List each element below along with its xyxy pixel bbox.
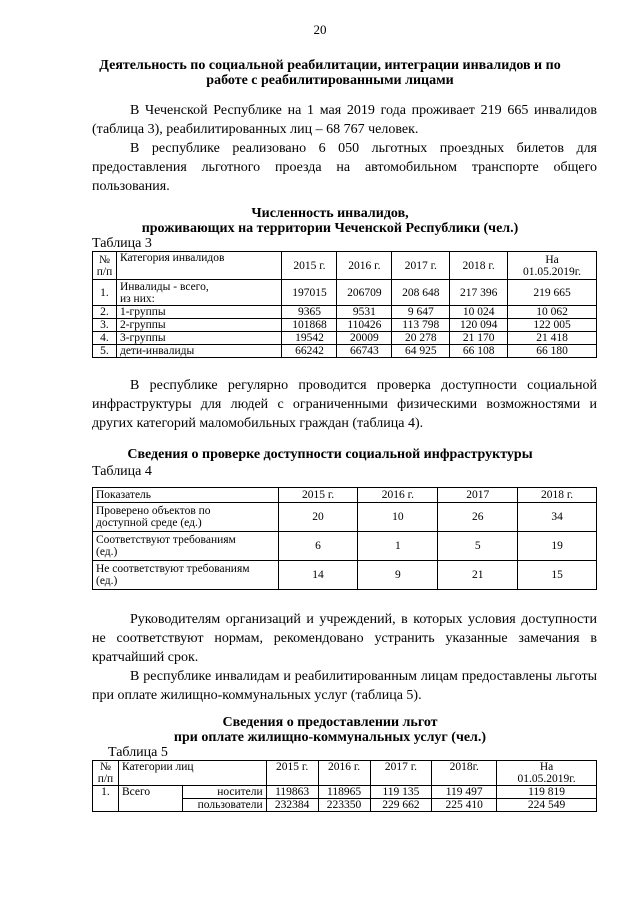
table5-group: Всего <box>118 786 182 812</box>
intro-paragraph-2: В республике реализовано 6 050 льготных проездных билетов для предоставления льготного проезда на автомобильном транспорте общего пользования. <box>92 141 597 194</box>
table-row: 4. 3-группы 19542 20009 20 278 21 170 21 418 <box>93 332 597 345</box>
table-row: 2. 1-группы 9365 9531 9 647 10 024 10 062 <box>93 306 597 319</box>
mid-paragraph: В республике регулярно проводится проверка доступности социальной инфраструктуры для людей с ограниченными физическими возможностями и других категорий маломобильных граждан (таблица 4). <box>92 378 597 431</box>
after-paragraph-1: Руководителям организаций и учреждений, в которых условия доступности не соответствуют нормам, рекомендовано устранить указанные замечания в кратчайший срок. <box>92 612 597 665</box>
page-number: 20 <box>313 22 327 37</box>
table4-head-2016: 2016 г. <box>358 488 438 503</box>
table4-head-2017: 2017 <box>438 488 518 503</box>
after-paragraph-2: В республике инвалидам и реабилитированным лицам предоставлены льготы при оплате жилищно-коммунальных услуг (таблица 5). <box>92 669 597 703</box>
section-title-line2: работе с реабилитированными лицами <box>206 73 454 88</box>
table3-head-2018: 2018 г. <box>450 252 508 280</box>
table5-head-2018: 2018г. <box>432 761 497 786</box>
table3-header-row <box>93 252 597 280</box>
table5-title-line2: при оплате жилищно-коммунальных услуг (чел.) <box>173 730 487 745</box>
table4 <box>92 487 597 590</box>
table5-head-2015: 2015 г. <box>266 761 318 786</box>
table5-head-num: № п/п <box>93 761 119 786</box>
table3-title-line2: проживающих на территории Чеченской Республики (чел.) <box>141 221 519 236</box>
table5-head-2017: 2017 г. <box>370 761 432 786</box>
table4-header-row <box>93 488 597 503</box>
table3-caption: Таблица 3 <box>92 236 152 251</box>
table5-title-line1: Сведения о предоставлении льгот <box>222 715 438 730</box>
table3-head-2016: 2016 г. <box>337 252 392 280</box>
table-row: 3. 2-группы 101868 110426 113 798 120 094 122 005 <box>93 319 597 332</box>
table5-head-2016: 2016 г. <box>318 761 370 786</box>
table5-num: 1. <box>93 786 119 812</box>
table3-head-2017: 2017 г. <box>392 252 450 280</box>
table3-head-category: Категория инвалидов <box>116 252 282 280</box>
table3-head-date: На 01.05.2019г. <box>508 252 597 280</box>
table3-head-2015: 2015 г. <box>282 252 337 280</box>
table5 <box>92 760 597 812</box>
table4-caption: Таблица 4 <box>92 464 152 479</box>
table3 <box>92 251 597 358</box>
table3-head-num: № п/п <box>93 252 117 280</box>
table3-title-line1: Численность инвалидов, <box>251 206 409 221</box>
table-row: 5. дети-инвалиды 66242 66743 64 925 66 108 66 180 <box>93 345 597 358</box>
table-row: Не соответствуют требованиям (ед.) 14 9 21 15 <box>93 561 597 590</box>
table4-head-indicator: Показатель <box>93 488 279 503</box>
table5-title <box>80 715 580 745</box>
table4-head-2015: 2015 г. <box>278 488 358 503</box>
table4-head-2018: 2018 г. <box>518 488 597 503</box>
table5-header-row <box>93 761 597 786</box>
table5-head-category: Категории лиц <box>118 761 266 786</box>
table5-head-date: На 01.05.2019г. <box>497 761 597 786</box>
section-title <box>80 58 580 88</box>
table5-caption: Таблица 5 <box>108 745 168 760</box>
table-row: пользователи 232384 223350 229 662 225 410 224 549 <box>93 799 597 812</box>
table-row: 1. Инвалиды - всего, из них: 197015 206709 208 648 217 396 219 665 <box>93 280 597 306</box>
table3-title <box>80 206 580 236</box>
section-title-line1: Деятельность по социальной реабилитации, интеграции инвалидов и по <box>99 58 561 73</box>
intro-paragraph-1: В Чеченской Республике на 1 мая 2019 года проживает 219 665 инвалидов (таблица 3), реабилитированных лиц – 68 767 человек. <box>92 103 597 137</box>
table4-title: Сведения о проверке доступности социальной инфраструктуры <box>127 447 533 462</box>
table-row: 1. Всего носители 119863 118965 119 135 119 497 119 819 <box>93 786 597 799</box>
table-row: Проверено объектов по доступной среде (ед.) 20 10 26 34 <box>93 503 597 532</box>
table-row: Соответствуют требованиям (ед.) 6 1 5 19 <box>93 532 597 561</box>
